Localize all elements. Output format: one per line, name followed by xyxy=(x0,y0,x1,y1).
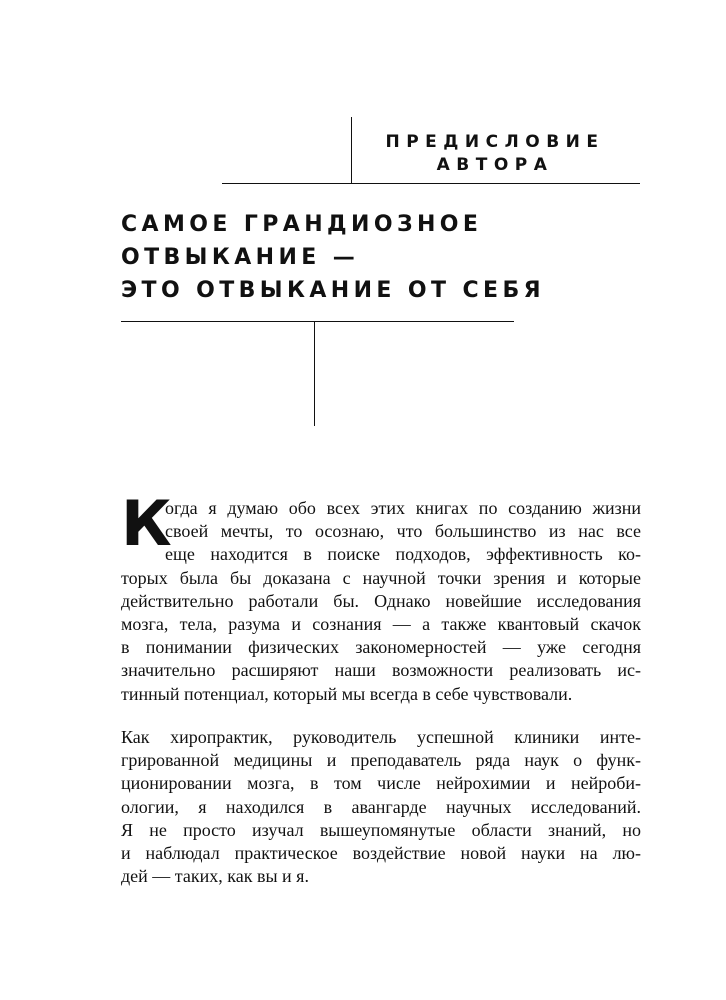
paragraph-line: торых была бы доказана с научной точки зрения и которые xyxy=(121,567,641,588)
paragraph-line: тинный потенциал, который мы всегда в себе чувствовали. xyxy=(121,683,573,704)
paragraph-line: ологии, я находился в авангарде научных исследований. xyxy=(121,796,641,817)
section-label-line-1: ПРЕДИСЛОВИЕ xyxy=(385,132,605,152)
title-vertical-rule xyxy=(314,321,315,426)
paragraph-line: еще находится в поиске подходов, эффективность ко- xyxy=(165,544,641,565)
paragraph-line: дей — таких, как вы и я. xyxy=(121,866,309,887)
chapter-title-line-3: ЭТО ОТВЫКАНИЕ ОТ СЕБЯ xyxy=(121,278,545,303)
chapter-title-line-1: САМОЕ ГРАНДИОЗНОЕ xyxy=(121,212,483,237)
paragraph-line: мозга, тела, разума и сознания — а также квантовый скачок xyxy=(121,613,641,634)
paragraph-line: грированной медицины и преподаватель ряда наук о функ- xyxy=(121,750,641,771)
paragraph-1 xyxy=(121,497,641,706)
paragraph-line: ционировании мозга, в том числе нейрохимии и нейроби- xyxy=(121,773,641,794)
chapter-title-line-2: ОТВЫКАНИЕ — xyxy=(121,245,360,270)
paragraph-2 xyxy=(121,726,641,888)
paragraph-line: огда я думаю обо всех этих книгах по созданию жизни xyxy=(165,498,641,518)
paragraph-line: Я не просто изучал вышеупомянутые области знаний, но xyxy=(121,819,641,840)
chapter-title xyxy=(121,208,641,307)
header-horizontal-rule xyxy=(222,183,640,184)
paragraph-line: в понимании физических закономерностей — уже сегодня xyxy=(121,637,641,658)
section-label-line-2: АВТОРА xyxy=(436,155,554,175)
paragraph-line: и наблюдал практическое воздействие новой науки на лю- xyxy=(121,842,641,863)
paragraph-line: Как хиропрактик, руководитель успешной клиники инте- xyxy=(121,727,641,747)
paragraph-line: значительно расширяют наши возможности реализовать ис- xyxy=(121,660,641,681)
header-vertical-rule xyxy=(351,117,352,184)
paragraph-line: действительно работали бы. Однако новейшие исследования xyxy=(121,590,641,611)
paragraph-line: своей мечты, то осознаю, что большинство из нас все xyxy=(165,521,641,542)
title-underline-rule xyxy=(121,321,514,322)
drop-cap: К xyxy=(121,487,172,560)
section-label xyxy=(360,131,630,177)
